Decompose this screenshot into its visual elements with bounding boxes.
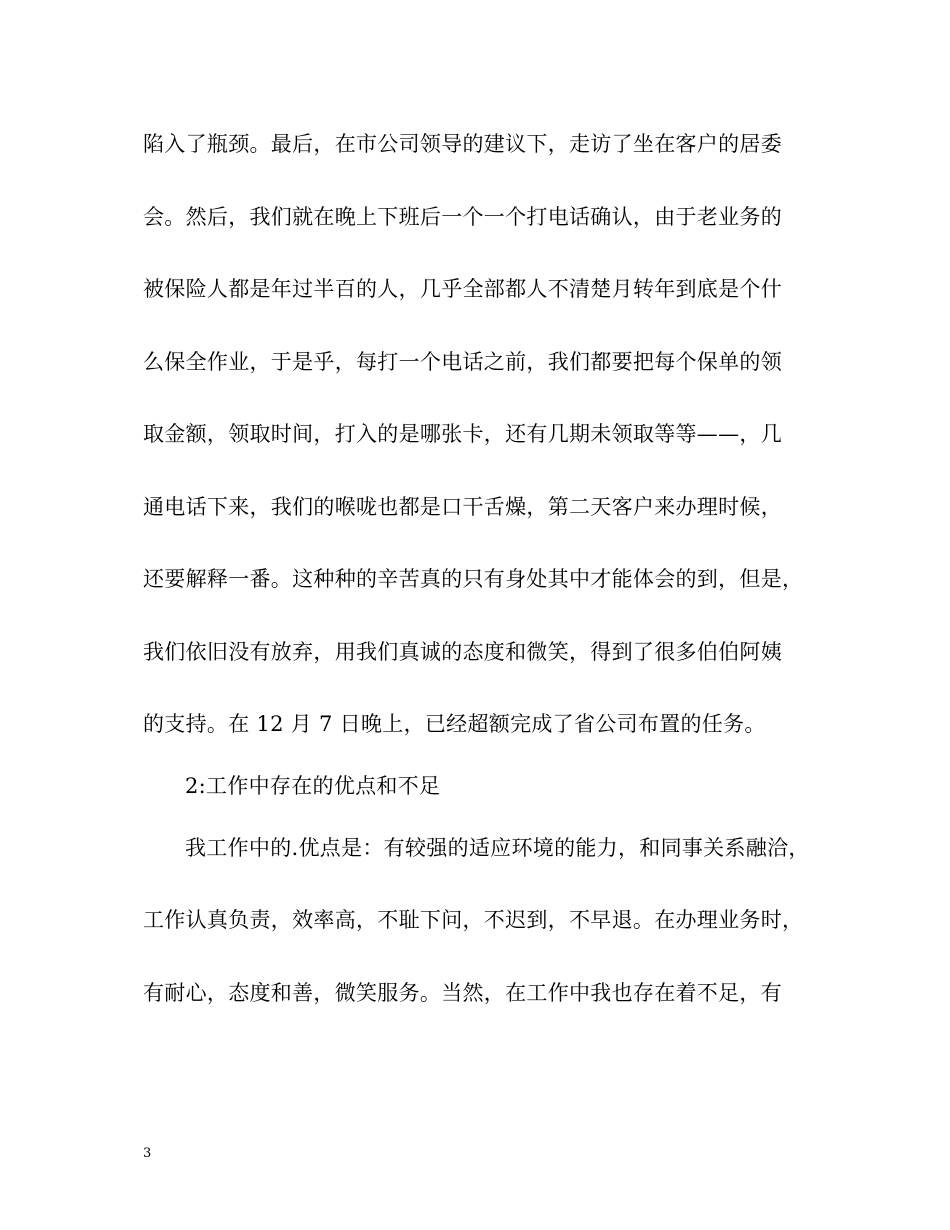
body-text-line: 会。然后，我们就在晚上下班后一个一个打电话确认，由于老业务的 <box>143 205 782 229</box>
body-text-line: 工作认真负责，效率高，不耻下问，不迟到，不早退。在办理业务时， <box>143 908 804 932</box>
section-heading: 2:工作中存在的优点和不足 <box>185 774 441 798</box>
paragraph-first-line: 我工作中的.优点是：有较强的适应环境的能力，和同事关系融洽， <box>185 836 810 860</box>
body-text-line: 的支持。在 12 月 7 日晚上，已经超额完成了省公司布置的任务。 <box>143 712 766 736</box>
page-number: 3 <box>143 1146 152 1161</box>
body-text-line: 通电话下来，我们的喉咙也都是口干舌燥，第二天客户来办理时候， <box>143 495 782 519</box>
body-text-line: 取金额，领取时间，打入的是哪张卡，还有几期未领取等等——，几 <box>143 422 782 446</box>
body-text-line: 陷入了瓶颈。最后，在市公司领导的建议下，走访了坐在客户的居委 <box>143 132 782 156</box>
body-text-line: 我们依旧没有放弃，用我们真诚的态度和微笑，得到了很多伯伯阿姨 <box>143 640 782 664</box>
body-text-line: 还要解释一番。这种种的辛苦真的只有身处其中才能体会的到，但是， <box>143 567 804 591</box>
body-text-line: 被保险人都是年过半百的人，几乎全部都人不清楚月转年到底是个什 <box>143 277 782 301</box>
body-text-line: 有耐心，态度和善，微笑服务。当然，在工作中我也存在着不足，有 <box>143 981 782 1005</box>
body-text-line: 么保全作业，于是乎，每打一个电话之前，我们都要把每个保单的领 <box>143 350 782 374</box>
